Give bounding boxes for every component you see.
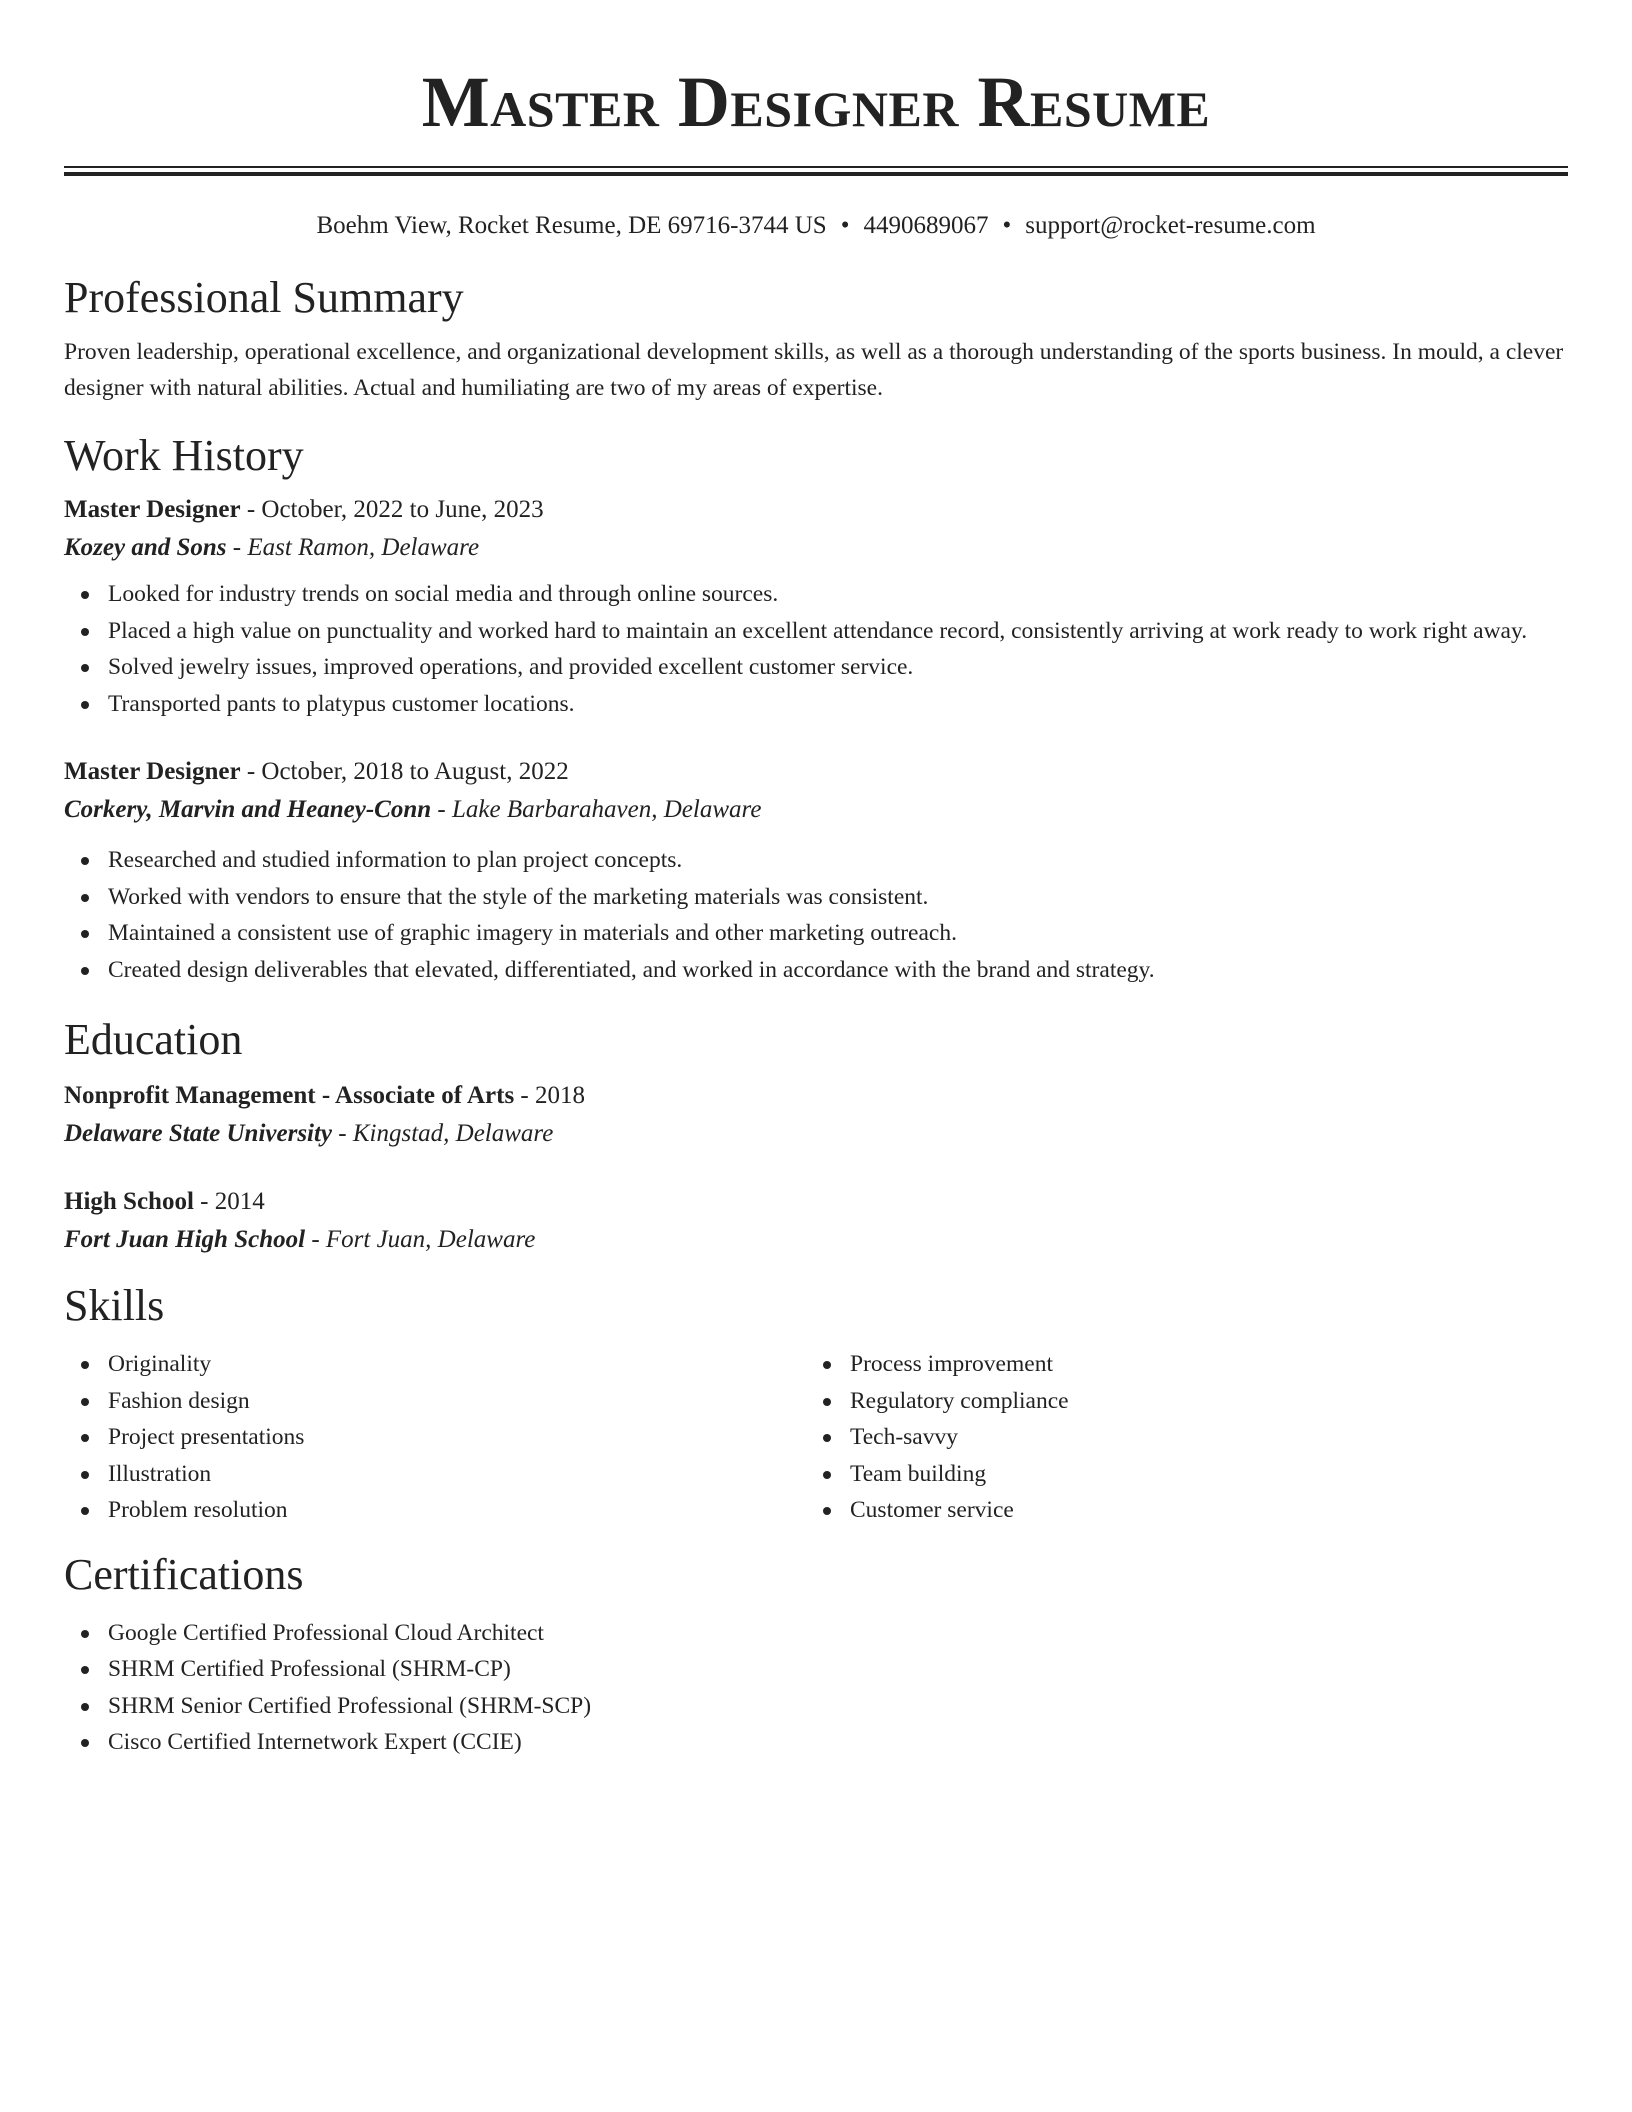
education-degree: Nonprofit Management - Associate of Arts	[64, 1082, 515, 1109]
job-entry	[64, 754, 1568, 988]
job-title-line	[64, 492, 1568, 528]
skill-item: Team building	[806, 1456, 1548, 1493]
title-divider	[64, 166, 1568, 176]
job-title: Master Designer	[64, 758, 241, 785]
skill-item: Fashion design	[64, 1383, 806, 1420]
education-entry	[64, 1184, 1568, 1260]
resume-title: Master Designer Resume	[421, 62, 1211, 142]
education-entry	[64, 1078, 1568, 1154]
skill-item: Process improvement	[806, 1346, 1548, 1383]
job-title: Master Designer	[64, 496, 241, 523]
certifications-list	[64, 1615, 1568, 1761]
contact-separator: •	[1002, 212, 1012, 239]
job-bullet: Looked for industry trends on social media and through online sources.	[64, 576, 1568, 613]
skill-item: Problem resolution	[64, 1492, 806, 1529]
job-bullet: Transported pants to platypus customer locations.	[64, 686, 1568, 723]
job-bullets	[64, 842, 1568, 988]
skill-item: Project presentations	[64, 1419, 806, 1456]
education-location: - Fort Juan, Delaware	[305, 1226, 536, 1253]
skills-column-right	[806, 1346, 1548, 1529]
education-school: Fort Juan High School	[64, 1226, 306, 1253]
job-bullet: Placed a high value on punctuality and worked hard to maintain an excellent attendance record, consistently arriving at work ready to work right away.	[64, 613, 1568, 650]
certification-item: SHRM Senior Certified Professional (SHRM-SCP)	[64, 1688, 1568, 1725]
education-school-line	[64, 1114, 1568, 1154]
job-bullet: Maintained a consistent use of graphic imagery in materials and other marketing outreach.	[64, 915, 1568, 952]
contact-separator: •	[840, 212, 850, 239]
work-history-heading: Work History	[64, 431, 304, 480]
job-company: Kozey and Sons	[64, 534, 227, 561]
education-school-line	[64, 1220, 1568, 1260]
job-title-line	[64, 754, 1568, 790]
certification-item: Cisco Certified Internetwork Expert (CCIE)	[64, 1724, 1568, 1761]
education-degree-line	[64, 1184, 1568, 1220]
job-bullet: Worked with vendors to ensure that the style of the marketing materials was consistent.	[64, 879, 1568, 916]
education-heading: Education	[64, 1015, 243, 1064]
job-company-line	[64, 790, 1568, 830]
education-degree-line	[64, 1078, 1568, 1114]
skill-item: Originality	[64, 1346, 806, 1383]
skills-grid	[64, 1346, 1568, 1529]
job-dates: - October, 2022 to June, 2023	[240, 496, 544, 523]
certification-item: SHRM Certified Professional (SHRM-CP)	[64, 1651, 1568, 1688]
skill-item: Customer service	[806, 1492, 1548, 1529]
summary-heading: Professional Summary	[64, 273, 464, 322]
education-location: - Kingstad, Delaware	[332, 1120, 554, 1147]
skills-column-left	[64, 1346, 806, 1529]
job-dates: - October, 2018 to August, 2022	[240, 758, 569, 785]
contact-email[interactable]: support@rocket-resume.com	[1025, 212, 1316, 239]
contact-line	[64, 210, 1568, 242]
contact-phone[interactable]: 4490689067	[863, 212, 989, 239]
certification-item: Google Certified Professional Cloud Architect	[64, 1615, 1568, 1652]
skill-item: Illustration	[64, 1456, 806, 1493]
skills-heading: Skills	[64, 1281, 165, 1330]
skill-item: Regulatory compliance	[806, 1383, 1548, 1420]
certifications-heading: Certifications	[64, 1549, 304, 1599]
job-company: Corkery, Marvin and Heaney-Conn	[64, 796, 432, 823]
job-bullet: Created design deliverables that elevated, differentiated, and worked in accordance with the brand and strategy.	[64, 952, 1568, 989]
job-entry	[64, 492, 1568, 722]
education-school: Delaware State University	[64, 1120, 333, 1147]
education-year: - 2014	[193, 1188, 265, 1215]
education-year: - 2018	[514, 1082, 585, 1109]
job-bullet: Solved jewelry issues, improved operations, and provided excellent customer service.	[64, 649, 1568, 686]
skill-item: Tech-savvy	[806, 1419, 1548, 1456]
job-company-line	[64, 528, 1568, 568]
job-bullets	[64, 576, 1568, 722]
job-bullet: Researched and studied information to plan project concepts.	[64, 842, 1568, 879]
summary-text: Proven leadership, operational excellence, and organizational development skills, as well as a thorough understanding of the sports business. In mould, a clever designer with natural abilities. Actual and humiliating are two of my areas of expertise.	[64, 339, 1564, 401]
job-location: - Lake Barbarahaven, Delaware	[431, 796, 762, 823]
job-location: - East Ramon, Delaware	[226, 534, 480, 561]
contact-address: Boehm View, Rocket Resume, DE 69716-3744 US	[316, 212, 827, 239]
education-degree: High School	[64, 1188, 194, 1215]
